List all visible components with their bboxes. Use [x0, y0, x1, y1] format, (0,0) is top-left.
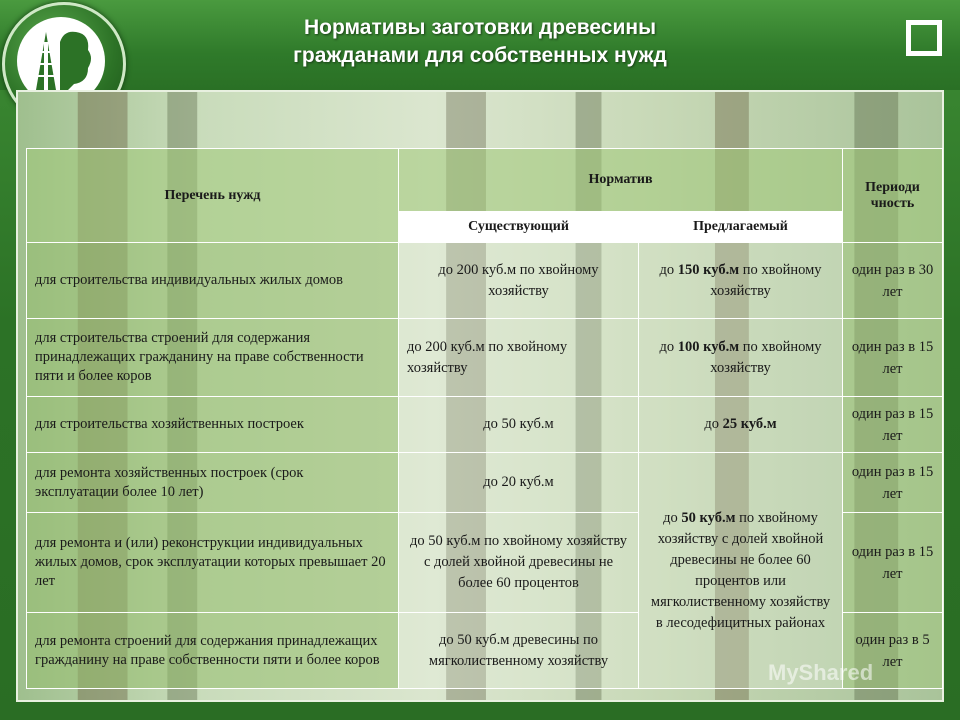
square-icon — [906, 20, 942, 56]
period-cell: один раз в 15 лет — [843, 453, 943, 513]
header-existing: Существующий — [399, 212, 639, 243]
period-cell: один раз в 30 лет — [843, 243, 943, 319]
need-cell: для строительства индивидуальных жилых домов — [27, 243, 399, 319]
watermark: MyShared — [768, 660, 874, 685]
slide-title — [130, 14, 830, 70]
need-cell: для строительства хозяйственных построек — [27, 397, 399, 453]
proposed-cell: до 25 куб.м — [639, 397, 843, 453]
table-row — [27, 319, 943, 397]
proposed-cell: до 100 куб.м по хвойному хозяйству — [639, 319, 843, 397]
norms-table — [26, 148, 943, 689]
header-needs: Перечень нужд — [27, 149, 399, 243]
title-line-2: гражданами для собственных нужд — [293, 44, 667, 67]
table-row — [27, 243, 943, 319]
period-cell: один раз в 15 лет — [843, 513, 943, 613]
existing-cell: до 50 куб.м древесины по мягколиственному хозяйству — [399, 613, 639, 689]
existing-cell: до 50 куб.м по хвойному хозяйству с долей хвойной древесины не более 60 процентов — [399, 513, 639, 613]
existing-cell: до 200 куб.м по хвойному хозяйству — [399, 243, 639, 319]
table-row — [27, 453, 943, 513]
existing-cell: до 50 куб.м — [399, 397, 639, 453]
need-cell: для строительства строений для содержания принадлежащих гражданину на праве собственности пяти и более коров — [27, 319, 399, 397]
proposed-cell: до 150 куб.м по хвойному хозяйству — [639, 243, 843, 319]
table-row — [27, 397, 943, 453]
header-proposed: Предлагаемый — [639, 212, 843, 243]
proposed-merged-cell: до 50 куб.м по хвойному хозяйству с долей хвойной древесины не более 60 процентов или мягколиственному хозяйству в лесодефицитных районах — [639, 453, 843, 689]
need-cell: для ремонта строений для содержания принадлежащих гражданину на праве собственности пяти и более коров — [27, 613, 399, 689]
need-cell: для ремонта хозяйственных построек (срок эксплуатации более 10 лет) — [27, 453, 399, 513]
existing-cell: до 20 куб.м — [399, 453, 639, 513]
period-cell: один раз в 15 лет — [843, 319, 943, 397]
header-period: Периоди чность — [843, 149, 943, 243]
existing-cell: до 200 куб.м по хвойному хозяйству — [399, 319, 639, 397]
period-cell: один раз в 15 лет — [843, 397, 943, 453]
period-cell: один раз в 5 лет — [843, 613, 943, 689]
title-line-1: Нормативы заготовки древесины — [303, 16, 657, 39]
header-norm: Норматив — [399, 149, 843, 212]
need-cell: для ремонта и (или) реконструкции индивидуальных жилых домов, срок эксплуатации которых превышает 20 лет — [27, 513, 399, 613]
